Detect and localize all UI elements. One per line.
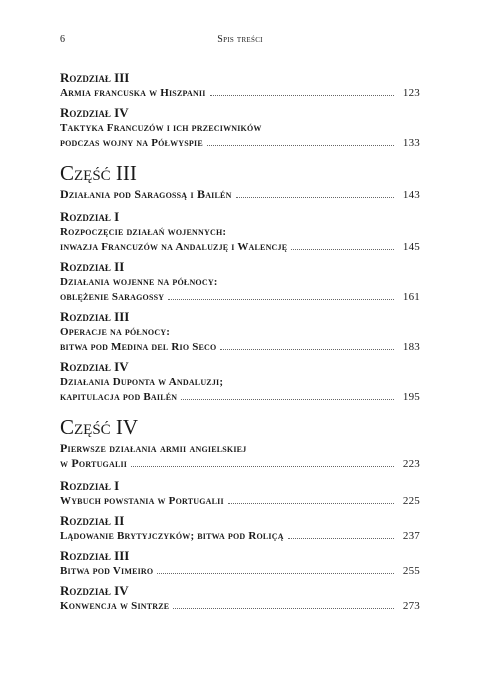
- chapter-label: Rozdział III: [60, 548, 130, 563]
- entry-text-line: bitwa pod Medina del Rio Seco: [60, 341, 217, 353]
- entry-text-line: Pierwsze działania armii angielskiej: [60, 441, 247, 455]
- toc-chapter: [60, 478, 420, 509]
- entry-row: [60, 340, 420, 355]
- chapter-label: Rozdział II: [60, 513, 125, 528]
- chapter-label: Rozdział I: [60, 209, 120, 224]
- page-ref: 143: [402, 189, 420, 201]
- running-title: Spis treści: [217, 34, 263, 45]
- entry-row: [60, 390, 420, 405]
- entry-row: [60, 494, 420, 509]
- entry-text-line: oblężenie Saragossy: [60, 291, 165, 303]
- dot-leader: [157, 573, 394, 574]
- dot-leader: [220, 349, 394, 350]
- page-ref: 237: [402, 530, 420, 542]
- page-ref: 123: [402, 87, 420, 99]
- dot-leader: [168, 299, 394, 300]
- entry-text-line: inwazja Francuzów na Andaluzję i Walencję: [60, 241, 288, 253]
- part-title: Część III: [60, 161, 137, 185]
- chapter-label: Rozdział IV: [60, 105, 129, 120]
- entry-text-line: Bitwa pod Vimeiro: [60, 565, 154, 577]
- entry-row: [60, 240, 420, 255]
- toc-chapter: [60, 548, 420, 579]
- entry-row: [60, 86, 420, 101]
- chapter-label: Rozdział I: [60, 478, 120, 493]
- entry-text-line: Taktyka Francuzów i ich przeciwników: [60, 122, 262, 134]
- chapter-label: Rozdział III: [60, 309, 130, 324]
- entry-row: [60, 599, 420, 614]
- entry-text-line: Działania pod Saragossą i Bailén: [60, 187, 232, 201]
- dot-leader: [210, 95, 394, 96]
- dot-leader: [181, 399, 394, 400]
- entry-text-line: Armia francuska w Hiszpanii: [60, 87, 206, 99]
- entry-row: [60, 564, 420, 579]
- chapter-label: Rozdział III: [60, 70, 130, 85]
- page-ref: 225: [402, 495, 420, 507]
- dot-leader: [236, 197, 394, 198]
- page-ref: 255: [402, 565, 420, 577]
- dot-leader: [207, 145, 394, 146]
- chapter-label: Rozdział II: [60, 259, 125, 274]
- entry-text-line: Wybuch powstania w Portugalii: [60, 495, 224, 507]
- dot-leader: [291, 249, 394, 250]
- toc-part: [60, 415, 420, 614]
- chapter-label: Rozdział IV: [60, 583, 129, 598]
- entry-row: [60, 187, 420, 203]
- dot-leader: [228, 503, 394, 504]
- page-ref: 183: [402, 341, 420, 353]
- toc-chapter: [60, 583, 420, 614]
- page-ref: 161: [402, 291, 420, 303]
- toc-part: [60, 161, 420, 405]
- page-ref: 273: [402, 600, 420, 612]
- entry-text-line: w Portugalii: [60, 456, 128, 470]
- entry-text-line: podczas wojny na Półwyspie: [60, 137, 203, 149]
- toc-chapter: [60, 359, 420, 405]
- page-ref: 133: [402, 137, 420, 149]
- dot-leader: [173, 608, 394, 609]
- page-ref: 223: [402, 458, 420, 470]
- toc-chapter: [60, 309, 420, 355]
- entry-text-line: kapitulacja pod Bailén: [60, 391, 178, 403]
- dot-leader: [288, 538, 394, 539]
- table-of-contents: [60, 68, 420, 618]
- part-title: Część IV: [60, 415, 139, 439]
- entry-text-line: Lądowanie Brytyjczyków; bitwa pod Roliçą: [60, 530, 284, 542]
- entry-text-line: Operacje na północy:: [60, 326, 171, 338]
- toc-chapter: [60, 105, 420, 151]
- dot-leader: [131, 466, 394, 467]
- entry-row: [60, 290, 420, 305]
- part-entry: [60, 187, 420, 203]
- part-entry: [60, 441, 420, 472]
- entry-row: [60, 529, 420, 544]
- page-header: [60, 34, 420, 48]
- entry-row: [60, 456, 420, 472]
- page-ref: 145: [402, 241, 420, 253]
- entry-text-line: Działania wojenne na północy:: [60, 276, 218, 288]
- page-ref: 195: [402, 391, 420, 403]
- toc-part: [60, 70, 420, 151]
- page-number: 6: [60, 34, 65, 45]
- entry-text-line: Działania Duponta w Andaluzji;: [60, 376, 224, 388]
- chapter-label: Rozdział IV: [60, 359, 129, 374]
- entry-text-line: Rozpoczęcie działań wojennych:: [60, 226, 227, 238]
- toc-chapter: [60, 513, 420, 544]
- entry-text-line: Konwencja w Sintrze: [60, 600, 170, 612]
- entry-row: [60, 136, 420, 151]
- toc-chapter: [60, 70, 420, 101]
- toc-chapter: [60, 209, 420, 255]
- toc-chapter: [60, 259, 420, 305]
